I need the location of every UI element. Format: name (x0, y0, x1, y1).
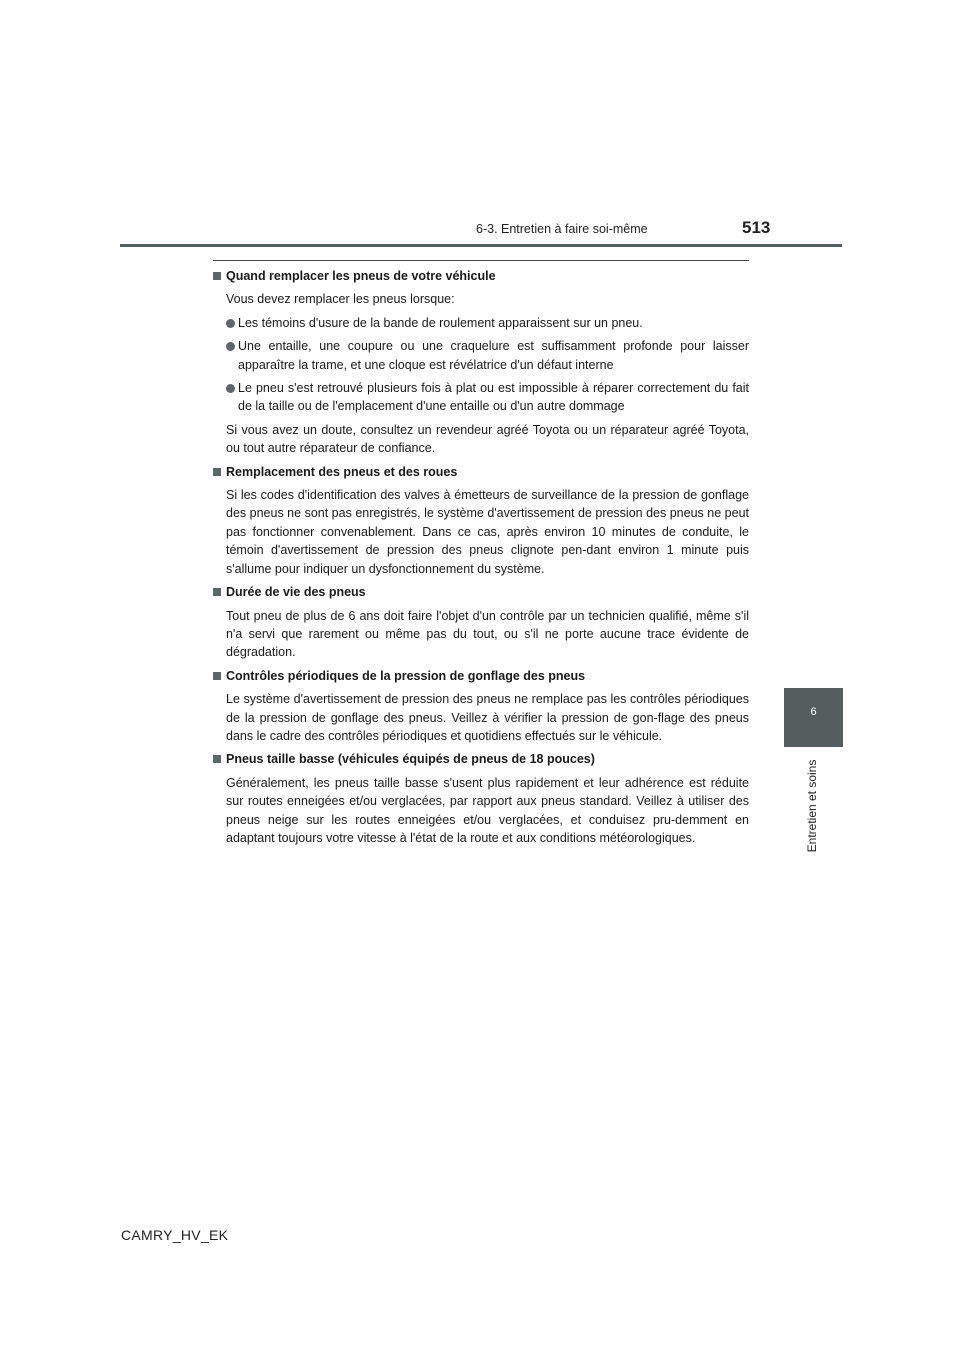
square-bullet-icon (213, 672, 221, 680)
section-low-profile-tires (213, 750, 749, 847)
list-item: Le pneu s'est retrouvé plusieurs fois à plat ou est impossible à réparer correctement du fait de la taille ou de l'emplacement d'une entaille ou d'un autre dommage (226, 379, 749, 416)
section-pressure-checks (213, 667, 749, 746)
section-heading: Pneus taille basse (véhicules équipés de pneus de 18 pouces) (213, 750, 749, 768)
circle-bullet-icon (226, 342, 235, 351)
section-tire-replacement-timing (213, 267, 749, 458)
paragraph: Si les codes d'identification des valves à émetteurs de surveillance de la pression de gonflage des pneus ne sont pas enregistrés, le système d'avertissement de pression des pneus ne peut pas fonctionner convenablement. Dans ce cas, après environ 10 minutes de conduite, le témoin d'avertissement de pression des pneus clignote pen-dant environ 1 minute puis s'allume pour indiquer un dysfonctionnement du système. (226, 488, 749, 576)
chapter-tab (784, 688, 843, 747)
paragraph: Généralement, les pneus taille basse s'usent plus rapidement et leur adhérence est réduite sur routes enneigées et/ou verglacées, par rapport aux pneus standard. Veillez à utiliser des pneus neige sur les routes enneigées et/ou verglacées, et conduisez pru-demment en adaptant toujours votre vitesse à l'état de la route et aux conditions météorologiques. (226, 775, 749, 845)
section-tire-lifespan (213, 583, 749, 662)
list-item: Les témoins d'usure de la bande de roulement apparaissent sur un pneu. (226, 314, 749, 332)
circle-bullet-icon (226, 319, 235, 328)
header-section-title: 6-3. Entretien à faire soi-même (476, 222, 648, 236)
page-number: 513 (742, 218, 771, 237)
paragraph: Tout pneu de plus de 6 ans doit faire l'objet d'un contrôle par un technicien qualifié, même s'il n'a servi que rarement ou même pas du tout, ou s'il ne porte aucune trace évidente de dégradation. (226, 608, 749, 660)
square-bullet-icon (213, 755, 221, 763)
section-heading: Contrôles périodiques de la pression de gonflage des pneus (213, 667, 749, 685)
chapter-number: 6 (810, 706, 817, 718)
section-heading: Remplacement des pneus et des roues (213, 463, 749, 481)
section-heading: Durée de vie des pneus (213, 583, 749, 601)
section-tire-wheel-replacement (213, 463, 749, 578)
paragraph: Si vous avez un doute, consultez un revendeur agréé Toyota ou un réparateur agréé Toyota, ou tout autre réparateur de confiance. (226, 422, 749, 456)
section-heading: Quand remplacer les pneus de votre véhicule (213, 267, 749, 285)
content-top-divider (213, 260, 749, 261)
square-bullet-icon (213, 588, 221, 596)
square-bullet-icon (213, 468, 221, 476)
square-bullet-icon (213, 272, 221, 280)
circle-bullet-icon (226, 384, 235, 393)
page-content (213, 267, 749, 852)
paragraph: Le système d'avertissement de pression des pneus ne remplace pas les contrôles périodiques de la pression de gonflage des pneus. Veillez à vérifier la pression de gon-flage des pneus dans le cadre des contrôles périodiques et quotidiens effectués sur le véhicule. (226, 692, 749, 743)
model-code: CAMRY_HV_EK (121, 1227, 229, 1243)
chapter-label: Entretien et soins (805, 759, 819, 853)
list-item: Une entaille, une coupure ou une craquelure est suffisamment profonde pour laisser apparaître la trame, et une cloque est révélatrice d'un défaut interne (226, 337, 749, 374)
paragraph: Vous devez remplacer les pneus lorsque: (226, 292, 455, 307)
header-divider (120, 244, 842, 247)
